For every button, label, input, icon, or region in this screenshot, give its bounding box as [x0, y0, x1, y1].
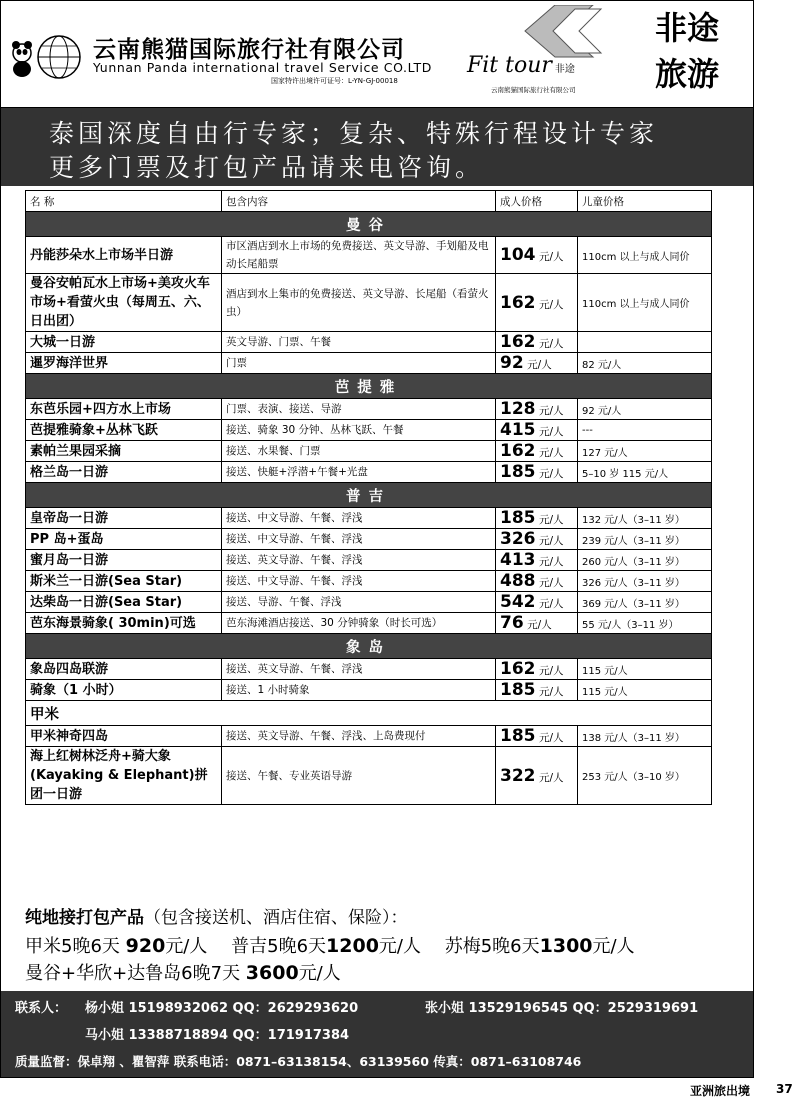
tour-inclusions: 接送、1 小时骑象 [222, 680, 496, 701]
table-row [26, 747, 712, 805]
section-title: 曼谷 [26, 212, 712, 237]
price-unit: 元/人 [539, 665, 564, 677]
column-header: 包含内容 [222, 191, 496, 212]
child-price: 110cm 以上与成人同价 [578, 274, 712, 332]
adult-price [496, 441, 578, 462]
brand-line-2: 旅游 [654, 55, 719, 93]
adult-price [496, 613, 578, 634]
child-price: 5–10 岁 115 元/人 [578, 462, 712, 483]
adult-price [496, 680, 578, 701]
panda-globe-logo [7, 31, 85, 81]
tour-inclusions: 酒店到水上集市的免费接送、英文导游、长尾船（看萤火虫） [222, 274, 496, 332]
table-row [26, 550, 712, 571]
tour-inclusions: 芭东海滩酒店接送、30 分钟骑象（时长可选） [222, 613, 496, 634]
table-row [26, 332, 712, 353]
package-line-1 [25, 932, 635, 958]
feitu-travel-brand [625, 1, 749, 109]
adult-price [496, 747, 578, 805]
tour-inclusions: 接送、水果餐、门票 [222, 441, 496, 462]
package-item: 苏梅5晚6天1300元/人 [444, 935, 635, 957]
table-row [26, 659, 712, 680]
section-title: 芭提雅 [26, 374, 712, 399]
package-item: 甲米5晚6天 920元/人 [25, 935, 208, 957]
tour-inclusions: 接送、导游、午餐、浮浅 [222, 592, 496, 613]
child-price: 253 元/人（3–10 岁） [578, 747, 712, 805]
section-header-row [26, 374, 712, 399]
adult-price [496, 420, 578, 441]
child-price: 110cm 以上与成人同价 [578, 237, 712, 274]
price-unit: 元/人 [539, 468, 564, 480]
tour-name: 东芭乐园+四方水上市场 [26, 399, 222, 420]
child-price: 239 元/人（3–11 岁） [578, 529, 712, 550]
company-name-cn: 云南熊猫国际旅行社有限公司 [93, 37, 405, 63]
tour-price-table [25, 190, 712, 805]
contact-2: 张小姐 13529196545 QQ：2529319691 [425, 1001, 699, 1016]
price-unit: 元/人 [539, 535, 564, 547]
adult-price-value: 162 [500, 332, 536, 352]
adult-price [496, 529, 578, 550]
adult-price-value: 488 [500, 571, 536, 591]
tour-inclusions: 接送、中文导游、午餐、浮浅 [222, 508, 496, 529]
slogan-line-2: 更多门票及打包产品请来电咨询。 [49, 153, 485, 182]
table-row [26, 508, 712, 529]
child-price: 55 元/人（3–11 岁） [578, 613, 712, 634]
price-unit: 元/人 [539, 556, 564, 568]
adult-price [496, 353, 578, 374]
slogan-line-1: 泰国深度自由行专家；复杂、特殊行程设计专家 [49, 119, 659, 148]
tour-name: PP 岛+蛋岛 [26, 529, 222, 550]
adult-price [496, 237, 578, 274]
table-row [26, 441, 712, 462]
contact-1: 杨小姐 15198932062 QQ：2629293620 [85, 1001, 359, 1016]
header [1, 1, 753, 108]
adult-price [496, 274, 578, 332]
adult-price-value: 162 [500, 292, 536, 313]
tour-name: 丹能莎朵水上市场半日游 [26, 237, 222, 274]
adult-price-value: 128 [500, 399, 536, 419]
table-row [26, 274, 712, 332]
adult-price-value: 162 [500, 441, 536, 461]
tour-inclusions: 接送、午餐、专业英语导游 [222, 747, 496, 805]
package-item: 普吉5晚6天1200元/人 [231, 935, 421, 957]
child-price [578, 332, 712, 353]
tour-inclusions: 接送、英文导游、午餐、浮浅、上岛费现付 [222, 726, 496, 747]
tour-name: 斯米兰一日游(Sea Star) [26, 571, 222, 592]
contact-3: 马小姐 13388718894 QQ：171917384 [85, 1028, 350, 1043]
adult-price-value: 162 [500, 659, 536, 679]
child-price: 82 元/人 [578, 353, 712, 374]
table-row [26, 680, 712, 701]
table-row [26, 353, 712, 374]
company-name-en: Yunnan Panda international travel Service CO.LTD [93, 60, 432, 75]
child-price: 115 元/人 [578, 680, 712, 701]
adult-price-value: 542 [500, 592, 536, 612]
table-row [26, 420, 712, 441]
adult-price-value: 185 [500, 508, 536, 528]
section-title: 甲米 [26, 701, 712, 726]
adult-price-value: 413 [500, 550, 536, 570]
tour-name: 芭东海景骑象( 30min)可选 [26, 613, 222, 634]
price-unit: 元/人 [527, 619, 552, 631]
tour-inclusions: 接送、英文导游、午餐、浮浅 [222, 659, 496, 680]
child-price: 260 元/人（3–11 岁） [578, 550, 712, 571]
adult-price [496, 508, 578, 529]
tour-inclusions: 接送、英文导游、午餐、浮浅 [222, 550, 496, 571]
adult-price [496, 726, 578, 747]
adult-price-value: 76 [500, 613, 524, 633]
child-price: 369 元/人（3–11 岁） [578, 592, 712, 613]
adult-price [496, 571, 578, 592]
tour-inclusions: 门票、表演、接送、导游 [222, 399, 496, 420]
tour-name: 皇帝岛一日游 [26, 508, 222, 529]
price-unit: 元/人 [539, 514, 564, 526]
tour-name: 曼谷安帕瓦水上市场+美攻火车市场+看萤火虫（每周五、六、日出团） [26, 274, 222, 332]
tour-inclusions: 接送、中文导游、午餐、浮浅 [222, 529, 496, 550]
page-number: 37 [776, 1082, 793, 1096]
child-price: 132 元/人（3–11 岁） [578, 508, 712, 529]
table-row [26, 726, 712, 747]
table-header-row [26, 191, 712, 212]
adult-price-value: 185 [500, 680, 536, 700]
adult-price [496, 332, 578, 353]
contact-label: 联系人： [15, 1001, 68, 1016]
adult-price-value: 104 [500, 245, 536, 265]
adult-price-value: 415 [500, 420, 536, 440]
package-line-2 [25, 959, 341, 985]
adult-price [496, 592, 578, 613]
price-unit: 元/人 [539, 426, 564, 438]
quality-supervision: 质量监督：保卓翔 、瞿智萍 联系电话：0871–63138154、63139560 传真：0871–63108746 [15, 1054, 582, 1069]
tour-name: 蜜月岛一日游 [26, 550, 222, 571]
tour-name: 甲米神奇四岛 [26, 726, 222, 747]
price-unit: 元/人 [539, 686, 564, 698]
adult-price-value: 185 [500, 726, 536, 746]
section-header-row [26, 483, 712, 508]
price-unit: 元/人 [539, 447, 564, 459]
tour-name: 达柴岛一日游(Sea Star) [26, 592, 222, 613]
adult-price-value: 185 [500, 462, 536, 482]
adult-price-value: 92 [500, 353, 524, 373]
table-row [26, 571, 712, 592]
section-header-row [26, 701, 712, 726]
price-unit: 元/人 [539, 405, 564, 417]
tour-inclusions: 门票 [222, 353, 496, 374]
price-unit: 元/人 [539, 771, 564, 784]
adult-price [496, 659, 578, 680]
table-row [26, 237, 712, 274]
brand-line-1: 非途 [654, 9, 719, 47]
slogan-banner [1, 108, 753, 186]
price-unit: 元/人 [527, 359, 552, 371]
tour-inclusions: 接送、骑象 30 分钟、丛林飞跃、午餐 [222, 420, 496, 441]
tour-inclusions: 接送、中文导游、午餐、浮浅 [222, 571, 496, 592]
license-number: 国家特许出境许可证号：L-YN-GJ-00018 [271, 77, 398, 85]
price-unit: 元/人 [539, 598, 564, 610]
child-price: 115 元/人 [578, 659, 712, 680]
contact-footer [1, 991, 753, 1077]
adult-price [496, 462, 578, 483]
price-unit: 元/人 [539, 251, 564, 263]
adult-price [496, 399, 578, 420]
price-unit: 元/人 [539, 338, 564, 350]
tour-inclusions: 市区酒店到水上市场的免费接送、英文导游、手划船及电动长尾船票 [222, 237, 496, 274]
adult-price-value: 326 [500, 529, 536, 549]
table-row [26, 529, 712, 550]
section-title: 象岛 [26, 634, 712, 659]
tour-inclusions: 英文导游、门票、午餐 [222, 332, 496, 353]
tour-name: 素帕兰果园采摘 [26, 441, 222, 462]
package-item: 曼谷+华欣+达鲁岛6晚7天 3600元/人 [25, 962, 341, 984]
table-row [26, 613, 712, 634]
column-header: 成人价格 [496, 191, 578, 212]
child-price: 127 元/人 [578, 441, 712, 462]
publication-name: 亚洲旅出境 [690, 1084, 751, 1098]
table-row [26, 462, 712, 483]
column-header: 儿童价格 [578, 191, 712, 212]
tour-name: 芭提雅骑象+丛林飞跃 [26, 420, 222, 441]
price-unit: 元/人 [539, 577, 564, 589]
column-header: 名 称 [26, 191, 222, 212]
partner-caption: 云南熊猫国际旅行社有限公司 [491, 86, 576, 94]
table-row [26, 592, 712, 613]
section-title: 普吉 [26, 483, 712, 508]
tour-name: 象岛四岛联游 [26, 659, 222, 680]
fit-tour-wordmark: Fit tour 非途 [467, 53, 575, 78]
table-row [26, 399, 712, 420]
adult-price-value: 322 [500, 765, 536, 786]
tour-name: 格兰岛一日游 [26, 462, 222, 483]
package-title: 纯地接打包产品（包含接送机、酒店住宿、保险）： [25, 908, 408, 928]
tour-name: 海上红树林泛舟+骑大象(Kayaking & Elephant)拼团一日游 [26, 747, 222, 805]
tour-name: 大城一日游 [26, 332, 222, 353]
section-header-row [26, 212, 712, 237]
child-price: 92 元/人 [578, 399, 712, 420]
section-header-row [26, 634, 712, 659]
tour-inclusions: 接送、快艇+浮潜+午餐+光盘 [222, 462, 496, 483]
child-price: 326 元/人（3–11 岁） [578, 571, 712, 592]
price-unit: 元/人 [539, 732, 564, 744]
tour-name: 暹罗海洋世界 [26, 353, 222, 374]
child-price: --- [578, 420, 712, 441]
adult-price [496, 550, 578, 571]
tour-name: 骑象（1 小时） [26, 680, 222, 701]
price-unit: 元/人 [539, 298, 564, 311]
table-body [26, 212, 712, 805]
child-price: 138 元/人（3–11 岁） [578, 726, 712, 747]
